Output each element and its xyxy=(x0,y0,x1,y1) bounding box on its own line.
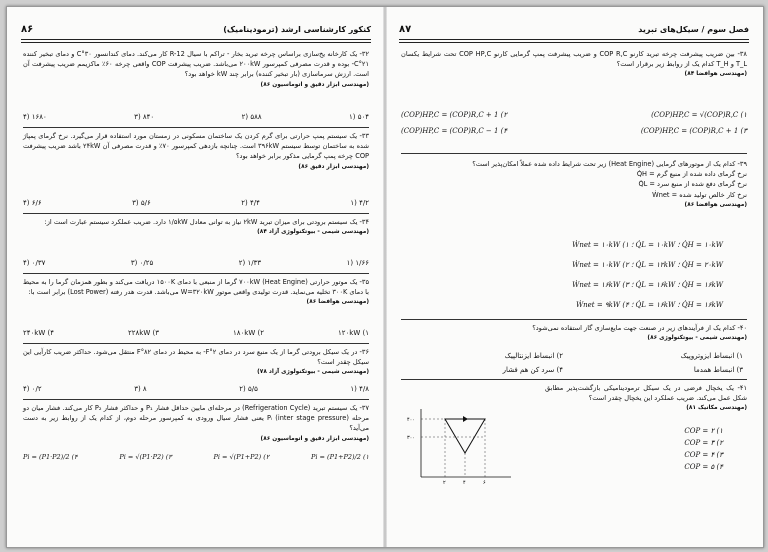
right-header xyxy=(399,19,749,39)
question-40-text: ۴۰- کدام یک از فرآیندهای زیر در صنعت جهت مایع‌سازی گاز استفاده نمی‌شود؟ xyxy=(532,324,747,332)
question-40-options-b xyxy=(503,349,563,377)
question-39-options xyxy=(401,235,723,315)
option[interactable]: ۴/۲ (۱ xyxy=(350,199,369,207)
question-35 xyxy=(23,277,369,308)
right-header-rule xyxy=(399,39,749,43)
question-32-text: ۳۲- یک کارخانه یخ‌سازی براساس چرخه تبرید بخار - تراکم با سیال R-12 کار می‌کند. دمای کندانسور ۳۰°C و دمای تبخیر کننده ۲۱°C- بوده و قدرت مصرفی کمپرسور ۲۰۰kW می‌باشد. ضریب پیشرفت COP واقعی چرخه ۶۰٪ ماکزیمم ضریب پیشرفت آن است. ارزش سرماسازی (بار تبخیر کننده) برابر چند kW خواهد بود؟ xyxy=(23,50,369,79)
question-38 xyxy=(401,49,747,80)
book-spread xyxy=(6,6,764,548)
divider xyxy=(23,273,369,274)
option[interactable]: Q̇H = ۱۶kW ؛ Q̇L = ۱۶kW ؛ Ẇnet = ۱۶kW (۳ xyxy=(572,281,723,289)
option[interactable]: ۱/۳۳ (۲ xyxy=(238,259,262,267)
question-37-options xyxy=(23,453,369,461)
option[interactable]: ۵/۵ (۲ xyxy=(239,385,258,393)
option[interactable]: Q̇H = ۱۶kW ؛ Q̇L = ۱۶kW ؛ Ẇnet = ۹kW (۴ xyxy=(575,301,723,309)
question-34-options xyxy=(23,259,369,267)
question-32 xyxy=(23,49,369,90)
left-header-rule xyxy=(21,39,371,43)
question-39-line: نرخ کار خالص تولید شده = Ẇnet xyxy=(652,190,747,199)
question-38-source: (مهندسی هوافضا ۸۴) xyxy=(684,71,747,78)
question-35-options xyxy=(23,329,369,337)
divider xyxy=(23,399,369,400)
option[interactable]: ۴/۴ (۲ xyxy=(241,199,260,207)
option[interactable]: (COP)HP,C = (COP)R,C − 1 (۴ xyxy=(401,127,508,135)
divider xyxy=(23,213,369,214)
y-tick-label: ۳۰۰ xyxy=(407,435,416,441)
question-36-source: (مهندسی شیمی - بیوتکنولوژی آزاد ۷۸) xyxy=(257,369,369,376)
option[interactable]: COP = ۳ (۲ xyxy=(684,439,723,447)
option[interactable]: ۰/۲ (۴ xyxy=(23,385,42,393)
question-33-source: (مهندسی ابزار دقیق ۸۶) xyxy=(298,163,369,170)
x-tick-label: ۶ xyxy=(483,480,486,485)
option[interactable]: ۵/۶ (۳ xyxy=(132,199,151,207)
question-36-text: ۳۶- در یک سیکل برودتی گرما از یک منبع سرد در دمای ۲°F- به محیط در دمای ۸۲°F منتقل می‌شود. حداکثر ضریب کارآیی این سیکل چقدر است؟ xyxy=(23,348,369,367)
option[interactable]: ۴/۸ (۱ xyxy=(350,385,369,393)
question-33-text: ۳۳- یک سیستم پمپ حرارتی برای گرم کردن یک ساختمان مسکونی در زمستان مورد استفاده قرار می‌گیرد. نرخ گرمای پمپاژ شده به ساختمان توسط سیستم ۳۹۶kW است. چنانچه بازدهی کمپرسور ۷۰٪ و قدرت مصرفی آن ۲۴kW باشد ضریب پیشرفت COP چرخه پمپ گرمایی مذکور برابر خواهد بود؟ xyxy=(23,132,370,161)
divider xyxy=(401,319,747,320)
question-38-options-b xyxy=(401,111,561,135)
option[interactable]: (COP)HP,C = (COP)R,C + 1 (۳ xyxy=(640,127,747,135)
question-35-source: (مهندسی هوافضا ۸۶) xyxy=(306,299,369,306)
question-37 xyxy=(23,403,369,444)
cycle-triangle xyxy=(445,419,485,453)
option[interactable]: (COP)HP,C = (COP)R,C + 1 (۲ xyxy=(401,111,508,119)
question-34-source: (مهندسی شیمی - بیوتکنولوژی آزاد ۸۴) xyxy=(257,229,369,236)
option[interactable]: Q̇H = ۱۰kW ؛ Q̇L = ۱۰kW ؛ Ẇnet = ۱۰kW (۱ xyxy=(572,241,723,249)
option[interactable]: Q̇H = ۲۰kW ؛ Q̇L = ۱۲kW ؛ Ẇnet = ۱۰kW (۲ xyxy=(572,261,723,269)
question-37-text: ۳۷- یک سیستم تبرید (Refrigeration Cycle) در مرحله‌ای مابین حداقل فشار P₁ و حداکثر فشار P₂ کار می‌کند. فشار میان دو مرحله (inter stage pressure) Pᵢ یعنی فشار سیال ورودی به کمپرسور مرحله دوم، از کدام یک از روابط زیر به دست می‌آید؟ xyxy=(23,404,370,433)
right-page xyxy=(385,7,763,547)
question-40-options-a xyxy=(681,349,743,377)
option[interactable]: ۲۴۰kW (۴ xyxy=(23,329,54,337)
right-header-title: فصل سوم / سیکل‌های تبرید xyxy=(638,24,749,34)
arrow-icon xyxy=(463,416,468,422)
x-tick-label: ۲ xyxy=(443,480,446,485)
question-36 xyxy=(23,347,369,378)
option[interactable]: Pi = (P1·P2)/2 (۴ xyxy=(23,453,78,461)
option[interactable]: ۶/۶ (۴ xyxy=(23,199,42,207)
question-32-source: (مهندسی ابزار دقیق و اتوماسیون ۸۶) xyxy=(260,81,369,88)
option[interactable]: ۱) انبساط ایزوتروپیک xyxy=(680,352,743,360)
x-tick-label: ۴ xyxy=(463,480,466,485)
question-40-source: (مهندسی شیمی - بیوتکنولوژی ۸۶) xyxy=(647,335,747,342)
option[interactable]: ۸ (۳ xyxy=(134,385,147,393)
question-32-options xyxy=(23,113,369,121)
question-39-line: نرخ گرمای داده شده از منبع گرم = Q̇H xyxy=(636,170,747,179)
option[interactable]: ۸۴۰ (۳ xyxy=(134,113,155,121)
option[interactable]: ۲) انبساط ایزنتالپیک xyxy=(504,352,563,360)
divider xyxy=(23,343,369,344)
question-41 xyxy=(545,383,747,414)
option[interactable]: COP = ۵ (۴ xyxy=(684,463,723,471)
question-38-text: ۳۸- بین ضریب پیشرفت چرخه تبرید کارنو COP R,C و ضریب پیشرفت پمپ گرمایی کارنو COP HP,C تحت شرایط یکسان T_L و T_H کدام یک از روابط زیر برقرار است؟ xyxy=(401,50,747,69)
left-page-number: ۸۶ xyxy=(21,23,34,35)
divider xyxy=(401,153,747,154)
option[interactable]: ۴) سرد کن هم فشار xyxy=(502,366,563,374)
option[interactable]: ۳) انبساط همدما xyxy=(693,366,743,374)
y-tick-label: ۴۰۰ xyxy=(407,417,416,423)
option[interactable]: Pi = (P1+P2)/2 (۱ xyxy=(311,453,369,461)
option[interactable]: ۱۶۸۰ (۴ xyxy=(23,113,47,121)
option[interactable]: ۰/۲۵ (۳ xyxy=(130,259,154,267)
question-39 xyxy=(401,159,747,210)
option[interactable]: Pi = √(P1·P2) (۳ xyxy=(119,453,172,461)
question-39-source: (مهندسی هوافضا ۸۶) xyxy=(684,201,747,208)
option[interactable]: Pi = √(P1+P2) (۲ xyxy=(213,453,270,461)
question-33 xyxy=(23,131,369,172)
option[interactable]: ۰/۳۷ (۴ xyxy=(23,259,46,267)
question-41-source: (مهندسی مکانیک ۸۱) xyxy=(686,405,747,412)
question-39-line: نرخ گرمای دفع شده از منبع سرد = Q̇L xyxy=(638,180,747,189)
option[interactable]: ۱۲۰kW (۱ xyxy=(338,329,369,337)
option[interactable]: ۵۰۴ (۱ xyxy=(348,113,369,121)
question-35-text: ۳۵- یک موتور حرارتی (Heat Engine) ۷۰۰kW گرما از منبعی با دمای ۱۵۰۰K دریافت می‌کند و بطور همزمان گرما را به محیط با دمای ۳۰۰K تخلیه می‌نماید. قدرت تولیدی واقعی موتور W=۳۲۰kW می‌باشد. قدرت هدر رفته (Lost Power) برابر است با: xyxy=(23,278,370,297)
option[interactable]: (COP)HP,C = √(COP)R,C (۱ xyxy=(651,111,747,119)
question-41-options xyxy=(545,425,723,473)
option[interactable]: ۱/۶۶ (۱ xyxy=(346,259,369,267)
divider xyxy=(401,379,747,380)
left-page xyxy=(7,7,385,547)
question-33-options xyxy=(23,199,369,207)
divider xyxy=(23,127,369,128)
left-header-title: کنکور کارشناسی ارشد (ترمودینامیک) xyxy=(223,24,371,34)
question-34 xyxy=(23,217,369,237)
question-36-options xyxy=(23,385,369,393)
question-41-text: ۴۱- یک یخچال فرضی در یک سیکل ترمودینامیکی بازگشت‌پذیر مطابق شکل عمل می‌کند. ضریب عملکرد این یخچال چقدر است؟ xyxy=(545,384,747,403)
question-37-source: (مهندسی ابزار دقیق و اتوماسیون ۸۶) xyxy=(260,435,369,442)
question-38-options-a xyxy=(587,111,747,135)
right-page-number: ۸۷ xyxy=(399,23,412,35)
option[interactable]: ۱۸۰kW (۲ xyxy=(233,329,264,337)
question-39-text: ۳۹- کدام یک از موتورهای گرمایی (Heat Engine) زیر تحت شرایط داده شده عملاً امکان‌پذیر است؟ xyxy=(472,160,747,168)
option[interactable]: ۲۲۸kW (۳ xyxy=(128,329,159,337)
question-34-text: ۳۴- یک سیستم برودتی برای میزان تبرید ۲kW نیاز به توانی معادل ۱/۵kW دارد. ضریب عملکرد سیستم عبارت است از: xyxy=(44,218,369,226)
question-40 xyxy=(401,323,747,343)
ts-cycle-diagram xyxy=(405,403,515,485)
left-header xyxy=(21,19,371,39)
option[interactable]: ۵۸۸ (۲ xyxy=(241,113,262,121)
option[interactable]: COP = ۲ (۱ xyxy=(684,427,723,435)
option[interactable]: COP = ۴ (۳ xyxy=(684,451,723,459)
